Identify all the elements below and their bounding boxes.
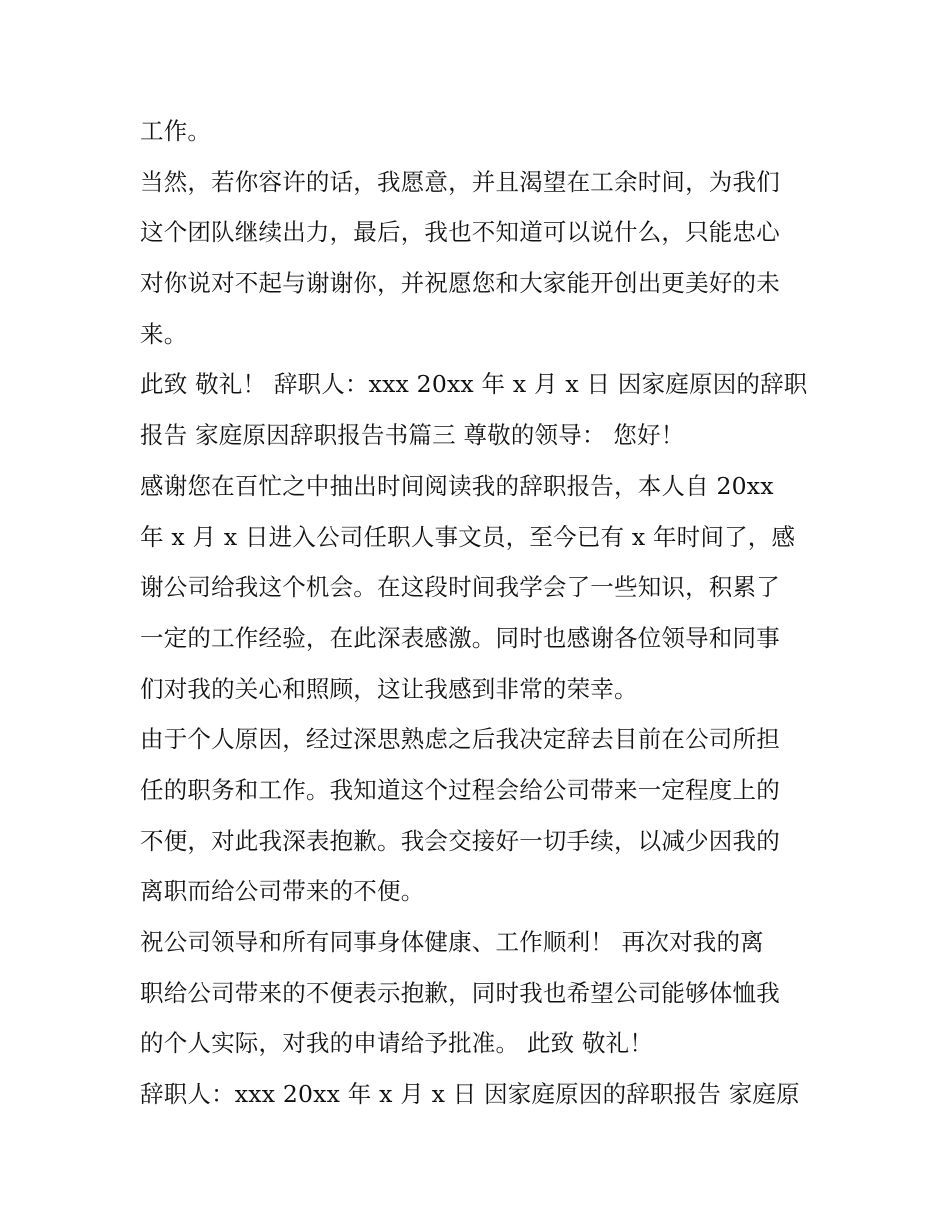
text-line: 当然，若你容许的话，我愿意，并且渴望在工余时间，为我们 [140,167,780,196]
text-line: 此致 敬礼！ 辞职人：xxx 20xx 年 x 月 x 日 因家庭原因的辞职 [140,370,808,399]
text-line: 报告 家庭原因辞职报告书篇三 尊敬的领导： 您好！ [140,421,685,450]
text-line: 工作。 [140,117,212,145]
text-line: 们对我的关心和照顾，这让我感到非常的荣幸。 [140,674,638,703]
text-line: 感谢您在百忙之中抽出时间阅读我的辞职报告，本人自 20xx [140,471,774,500]
text-line: 离职而给公司带来的不便。 [140,877,425,906]
text-line: 谢公司给我这个机会。在这段时间我学会了一些知识，积累了 [140,573,780,602]
text-line: 的个人实际，对我的申请给予批准。 此致 敬礼！ [140,1029,654,1058]
text-line: 辞职人：xxx 20xx 年 x 月 x 日 因家庭原因的辞职报告 家庭原 [140,1080,800,1109]
text-line: 一定的工作经验，在此深表感激。同时也感谢各位领导和同事 [140,623,780,652]
text-line: 年 x 月 x 日进入公司任职人事文员，至今已有 x 年时间了，感 [140,522,796,551]
text-line: 由于个人原因，经过深思熟虑之后我决定辞去目前在公司所担 [140,725,780,754]
text-line: 来。 [140,319,188,348]
text-line: 祝公司领导和所有同事身体健康、工作顺利！ 再次对我的离 [140,928,764,956]
text-line: 这个团队继续出力，最后，我也不知道可以说什么，只能忠心 [140,218,780,247]
text-line: 不便，对此我深表抱歉。我会交接好一切手续，以减少因我的 [140,826,780,855]
text-line: 职给公司带来的不便表示抱歉，同时我也希望公司能够体恤我 [140,978,780,1007]
text-line: 对你说对不起与谢谢你，并祝愿您和大家能开创出更美好的未 [140,269,780,298]
text-line: 任的职务和工作。我知道这个过程会给公司带来一定程度上的 [140,775,780,804]
body-text [140,106,820,1120]
